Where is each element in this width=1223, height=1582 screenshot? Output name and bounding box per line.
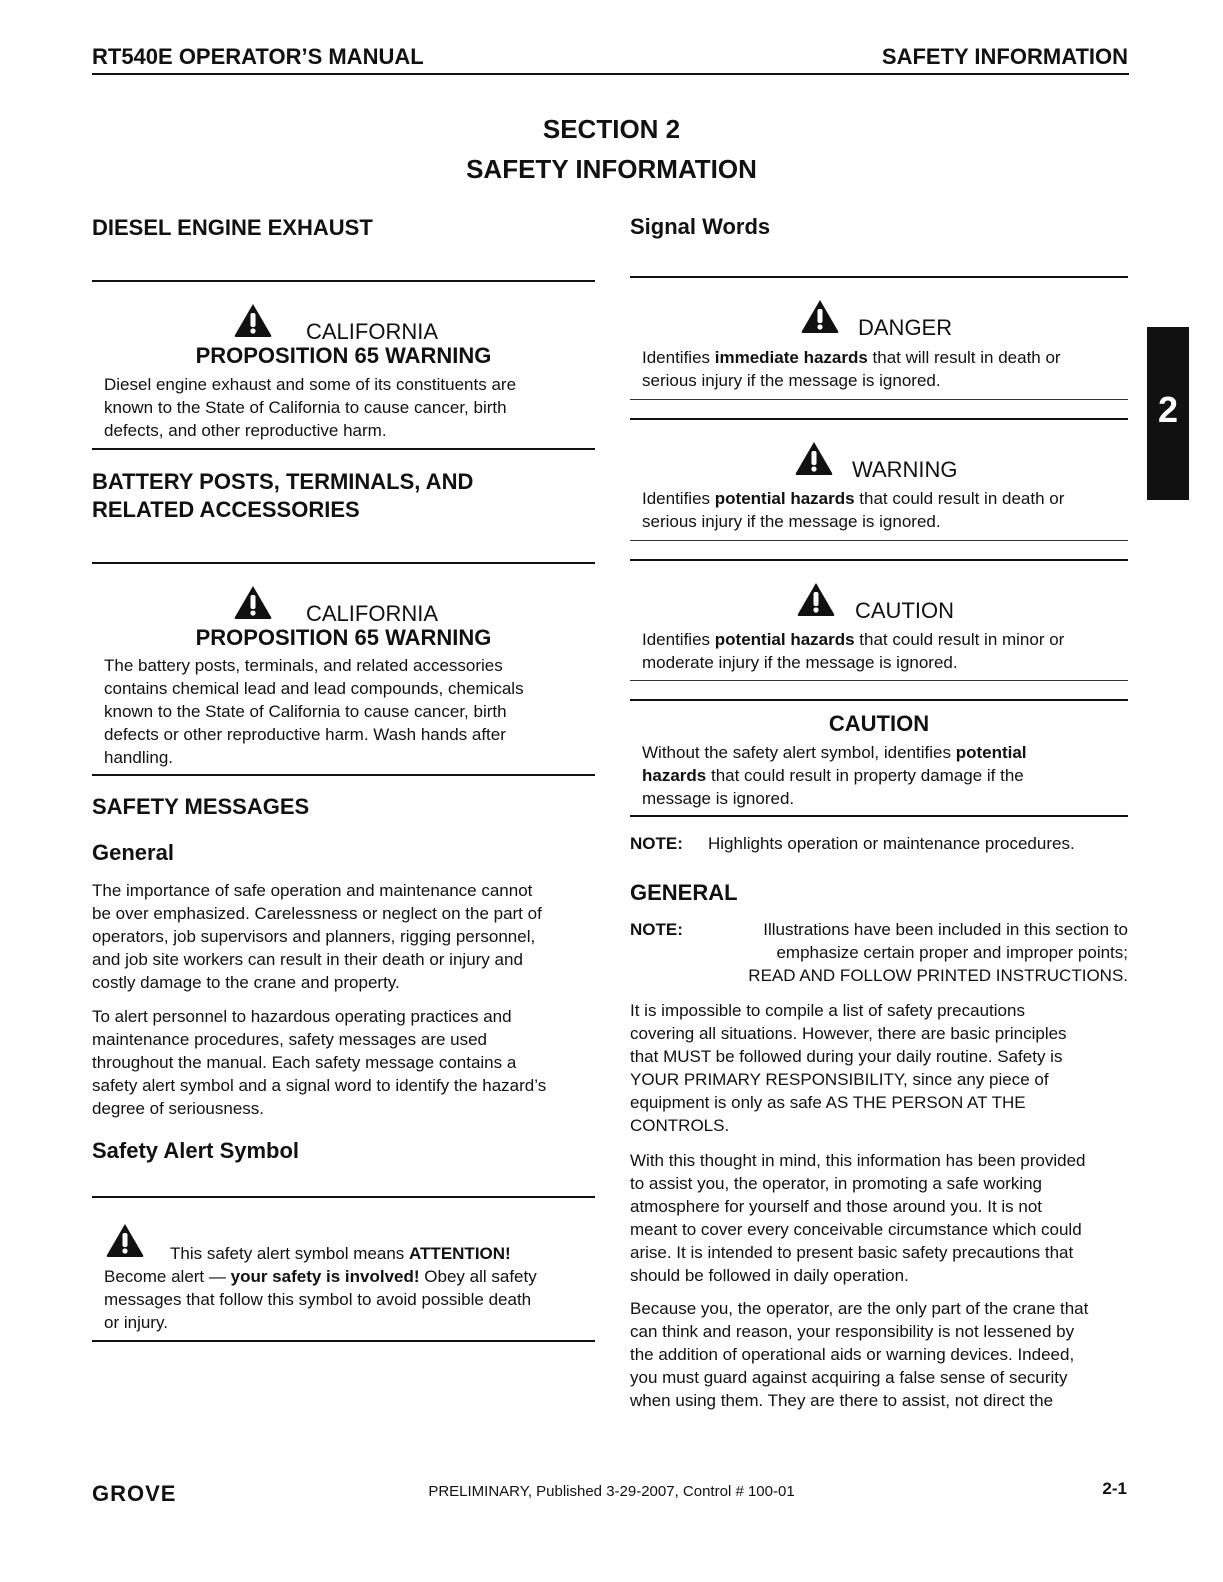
rule: [92, 774, 595, 776]
prop65-subtitle: PROPOSITION 65 WARNING: [195, 625, 492, 650]
general-paragraph-2: To alert personnel to hazardous operating practices and maintenance procedures, safety messages are used throughout the manual. Each safety message contains a safety alert symbol and a signal word to identify the hazard’s degree of seriousness.: [92, 1007, 547, 1118]
note-label: NOTE:: [630, 920, 683, 939]
rule: [92, 280, 595, 282]
section-tab-number: 2: [1157, 389, 1179, 430]
rule: [92, 448, 595, 450]
section-number: SECTION 2: [542, 114, 681, 144]
caution-nosymbol-text: Without the safety alert symbol, identifies potential hazards that could result in property damage if the message is ignored.: [642, 743, 1027, 808]
caution-nosymbol-title: CAUTION: [828, 711, 930, 736]
caution-text: Identifies potential hazards that could result in minor or moderate injury if the message is ignored.: [642, 630, 1065, 672]
alert-symbol-line-1: This safety alert symbol means ATTENTION!: [170, 1244, 511, 1263]
battery-warning-text: The battery posts, terminals, and related accessories contains chemical lead and lead compounds, chemicals known to the State of California to cause cancer, birth defects or other reproductive harm. Wash hands after handling.: [104, 656, 524, 767]
alert-symbol-heading: Safety Alert Symbol: [92, 1138, 300, 1163]
rule: [630, 559, 1128, 561]
signal-words-heading: Signal Words: [630, 214, 771, 239]
brand-logo: GROVE: [92, 1481, 177, 1506]
general-right-paragraph-2: With this thought in mind, this information has been provided to assist you, the operator, in promoting a safe working atmosphere for yourself and those around you. It is not meant to cover every conceivable circumstance which could arise. It is intended to present basic safety precautions that should be followed in daily operation.: [630, 1151, 1086, 1285]
note-text: Highlights operation or maintenance procedures.: [708, 834, 1075, 853]
battery-heading: BATTERY POSTS, TERMINALS, AND RELATED ACCESSORIES: [92, 469, 474, 522]
diesel-warning-text: Diesel engine exhaust and some of its constituents are known to the State of California to cause cancer, birth defects, and other reproductive harm.: [104, 375, 517, 440]
general-paragraph-1: The importance of safe operation and maintenance cannot be over emphasized. Carelessness or neglect on the part of operators, job supervisors and planners, rigging personnel, and job site workers can result in their death or injury and costly damage to the crane and property.: [92, 881, 542, 992]
general-note-text: Illustrations have been included in this section to emphasize certain proper and improper points; READ AND FOLLOW PRINTED INSTRUCTIONS.: [748, 920, 1128, 985]
danger-title: DANGER: [858, 315, 953, 340]
section-title: SAFETY INFORMATION: [466, 154, 757, 184]
rule: [630, 540, 1128, 541]
rule: [92, 1340, 595, 1342]
rule: [92, 562, 595, 564]
safety-alert-icon: [800, 298, 840, 334]
general-subheading: General: [92, 840, 174, 865]
diesel-heading: DIESEL ENGINE EXHAUST: [92, 215, 373, 240]
caution-title: CAUTION: [855, 598, 954, 623]
rule: [630, 815, 1128, 817]
general-right-paragraph-1: It is impossible to compile a list of safety precautions covering all situations. However, there are basic principles that MUST be followed during your daily routine. Safety is YOUR PRIMARY RESPONSIBILITY, since any piece of equipment is only as safe AS THE PERSON AT THE CONTROLS.: [630, 1001, 1067, 1135]
prop65-title: CALIFORNIA: [306, 601, 439, 626]
manual-title: RT540E OPERATOR’S MANUAL: [92, 44, 424, 69]
rule: [630, 399, 1128, 400]
header-section-name: SAFETY INFORMATION: [881, 44, 1128, 69]
note-label: NOTE:: [630, 834, 683, 853]
rule: [92, 1196, 595, 1198]
safety-alert-icon: [233, 302, 273, 338]
prop65-subtitle: PROPOSITION 65 WARNING: [195, 343, 492, 368]
warning-text: Identifies potential hazards that could result in death or serious injury if the message is ignored.: [642, 489, 1065, 531]
prop65-title: CALIFORNIA: [306, 319, 439, 344]
header-rule: [92, 73, 1129, 75]
safety-alert-icon: [105, 1222, 145, 1258]
rule: [630, 699, 1128, 701]
safety-messages-heading: SAFETY MESSAGES: [92, 794, 310, 819]
safety-alert-icon: [794, 440, 834, 476]
rule: [630, 680, 1128, 681]
warning-title: WARNING: [852, 457, 958, 482]
rule: [630, 276, 1128, 278]
general-right-paragraph-3: Because you, the operator, are the only part of the crane that can think and reason, your responsibility is not lessened by the addition of operational aids or warning devices. Indeed, you must guard against acquiring a false sense of security when using them. They are there to assist, not direct the: [630, 1299, 1089, 1410]
section-tab: [1147, 327, 1189, 500]
safety-alert-icon: [233, 584, 273, 620]
safety-alert-icon: [796, 581, 836, 617]
page-number: 2-1: [1102, 1479, 1127, 1498]
rule: [630, 418, 1128, 420]
alert-symbol-text: Become alert — your safety is involved! Obey all safety messages that follow this symbol to avoid possible death or injury.: [104, 1267, 537, 1332]
publication-info: PRELIMINARY, Published 3-29-2007, Control # 100-01: [428, 1483, 795, 1500]
general-heading: GENERAL: [630, 880, 738, 905]
danger-text: Identifies immediate hazards that will result in death or serious injury if the message is ignored.: [642, 348, 1061, 390]
